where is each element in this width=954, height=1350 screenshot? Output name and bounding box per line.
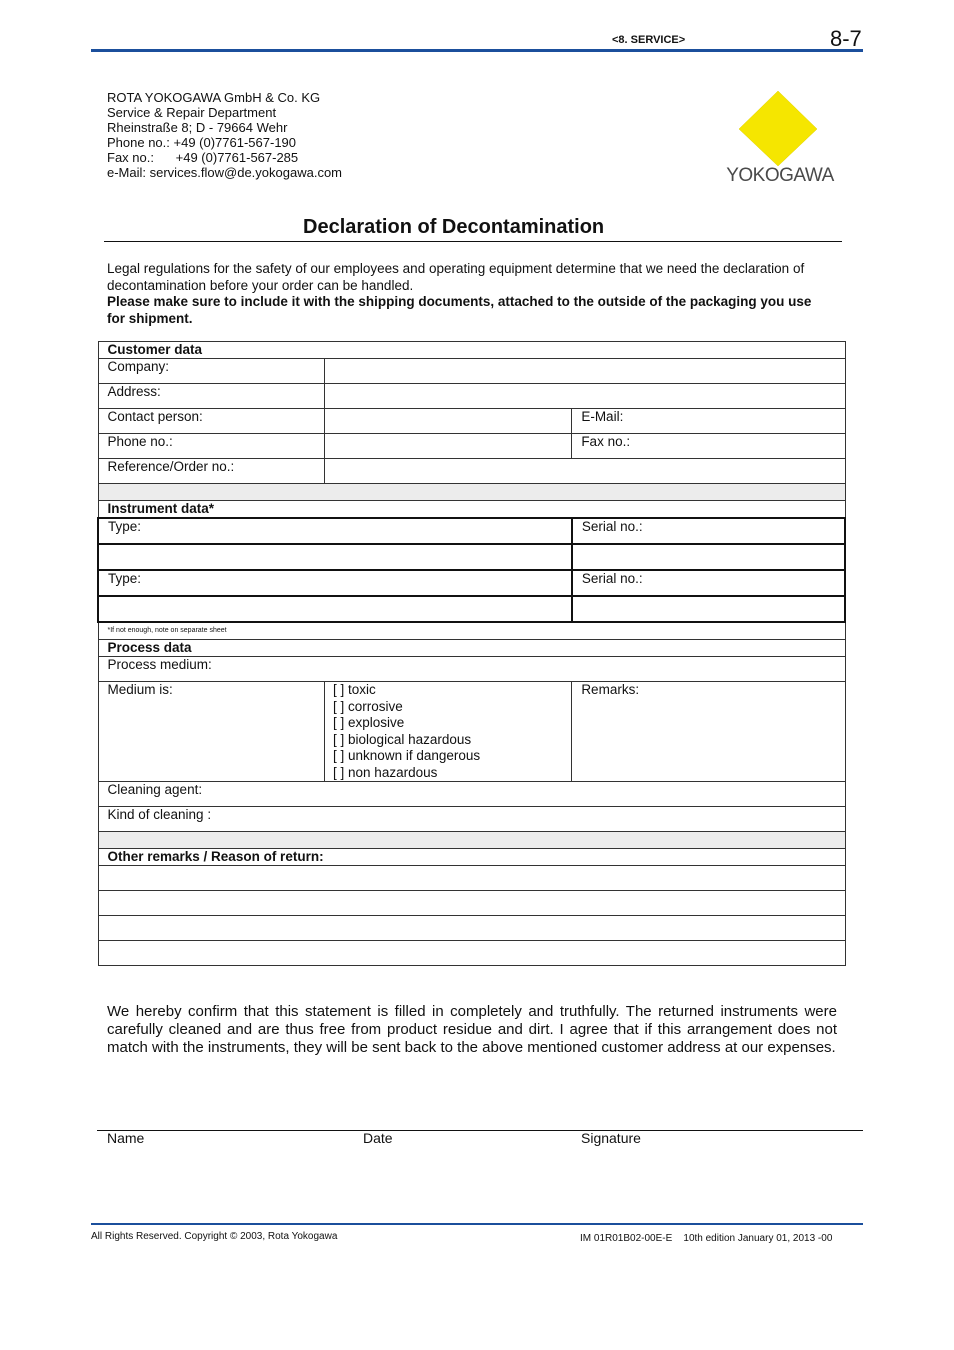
title-rule (104, 241, 842, 242)
option-toxic[interactable]: [ ] toxic (333, 682, 376, 697)
section-spacer (98, 832, 845, 849)
option-corrosive[interactable]: [ ] corrosive (333, 698, 403, 714)
instrument-data-header: Instrument data* (98, 501, 845, 519)
intro-text (107, 261, 827, 327)
cleaning-agent-field[interactable]: Cleaning agent: (98, 782, 845, 807)
name-label: Name (107, 1130, 145, 1146)
email-field[interactable]: E-Mail: (572, 409, 845, 434)
address-line: Service & Repair Department (107, 105, 277, 120)
address-line: ROTA YOKOGAWA GmbH & Co. KG (107, 90, 321, 105)
address-line: Phone no.: +49 (0)7761-567-190 (107, 135, 297, 150)
section-label: <8. SERVICE> (612, 34, 686, 46)
logo-wordmark: YOKOGAWA (726, 165, 834, 186)
company-field[interactable] (325, 359, 845, 384)
phone-label: Phone no.: (98, 434, 325, 459)
company-label: Company: (98, 359, 325, 384)
remarks-line[interactable] (98, 916, 845, 941)
remarks-line[interactable] (98, 891, 845, 916)
address-line: e-Mail: services.flow@de.yokogawa.com (107, 165, 343, 180)
header-rule (91, 49, 863, 52)
serial2-entry[interactable] (572, 596, 845, 622)
option-biological[interactable]: [ ] biological hazardous (333, 731, 472, 747)
remarks-line[interactable] (98, 866, 845, 891)
signature-label: Signature (581, 1130, 641, 1146)
type1-field[interactable]: Type: (98, 518, 572, 544)
phone-field[interactable] (325, 434, 572, 459)
address-field[interactable] (325, 384, 845, 409)
page-title: Declaration of Decontamination (303, 216, 605, 238)
decontamination-form (97, 341, 846, 966)
date-label: Date (363, 1130, 393, 1146)
address-label: Address: (98, 384, 325, 409)
other-remarks-header: Other remarks / Reason of return: (98, 849, 845, 866)
yokogawa-logo (718, 88, 842, 188)
fax-field[interactable]: Fax no.: (572, 434, 845, 459)
address-line: Fax no.: +49 (0)7761-567-285 (107, 150, 299, 165)
option-unknown[interactable]: [ ] unknown if dangerous (333, 748, 481, 763)
process-data-header: Process data (98, 640, 845, 657)
type1-entry[interactable] (98, 544, 572, 570)
instrument-note: *If not enough, note on separate sheet (98, 622, 845, 640)
serial1-entry[interactable] (572, 544, 845, 570)
confirmation-text: We hereby confirm that this statement is filled in completely and truthfully. The returned instruments were carefully cleaned and are thus free from product residue and dirt. I agree that if this arrangement does not match with the instruments, they will be sent back to the above mentioned customer address at our expenses. (107, 1003, 837, 1056)
intro-bold: Please make sure to include it with the shipping documents, attached to the outside of the packaging you use for shipment. (107, 294, 812, 326)
remarks-field[interactable]: Remarks: (572, 682, 845, 782)
remarks-line[interactable] (98, 941, 845, 966)
intro-regular: Legal regulations for the safety of our employees and operating equipment determine that we need the declaration of decontamination before your order can be handled. (107, 261, 805, 293)
medium-is-label: Medium is: (98, 682, 325, 782)
footer-rule (91, 1223, 863, 1225)
contact-field[interactable] (325, 409, 572, 434)
process-medium-field[interactable]: Process medium: (98, 657, 845, 682)
copyright: All Rights Reserved. Copyright © 2003, Rota Yokogawa (91, 1231, 338, 1242)
serial1-field[interactable]: Serial no.: (572, 518, 845, 544)
contact-label: Contact person: (98, 409, 325, 434)
reference-field[interactable] (325, 459, 845, 484)
signature-rule (97, 1130, 863, 1131)
medium-options (325, 682, 572, 782)
document-id: IM 01R01B02-00E-E 10th edition January 01, 2013 -00 (580, 1233, 833, 1244)
page-number: 8-7 (830, 26, 862, 51)
section-spacer (98, 484, 845, 501)
option-non-hazardous[interactable]: [ ] non hazardous (333, 764, 438, 780)
option-explosive[interactable]: [ ] explosive (333, 715, 405, 730)
type2-field[interactable]: Type: (98, 570, 572, 596)
serial2-field[interactable]: Serial no.: (572, 570, 845, 596)
company-address (107, 90, 342, 180)
kind-of-cleaning-field[interactable]: Kind of cleaning : (98, 807, 845, 832)
reference-label: Reference/Order no.: (98, 459, 325, 484)
address-line: Rheinstraße 8; D - 79664 Wehr (107, 120, 288, 135)
customer-data-header: Customer data (98, 342, 845, 359)
type2-entry[interactable] (98, 596, 572, 622)
